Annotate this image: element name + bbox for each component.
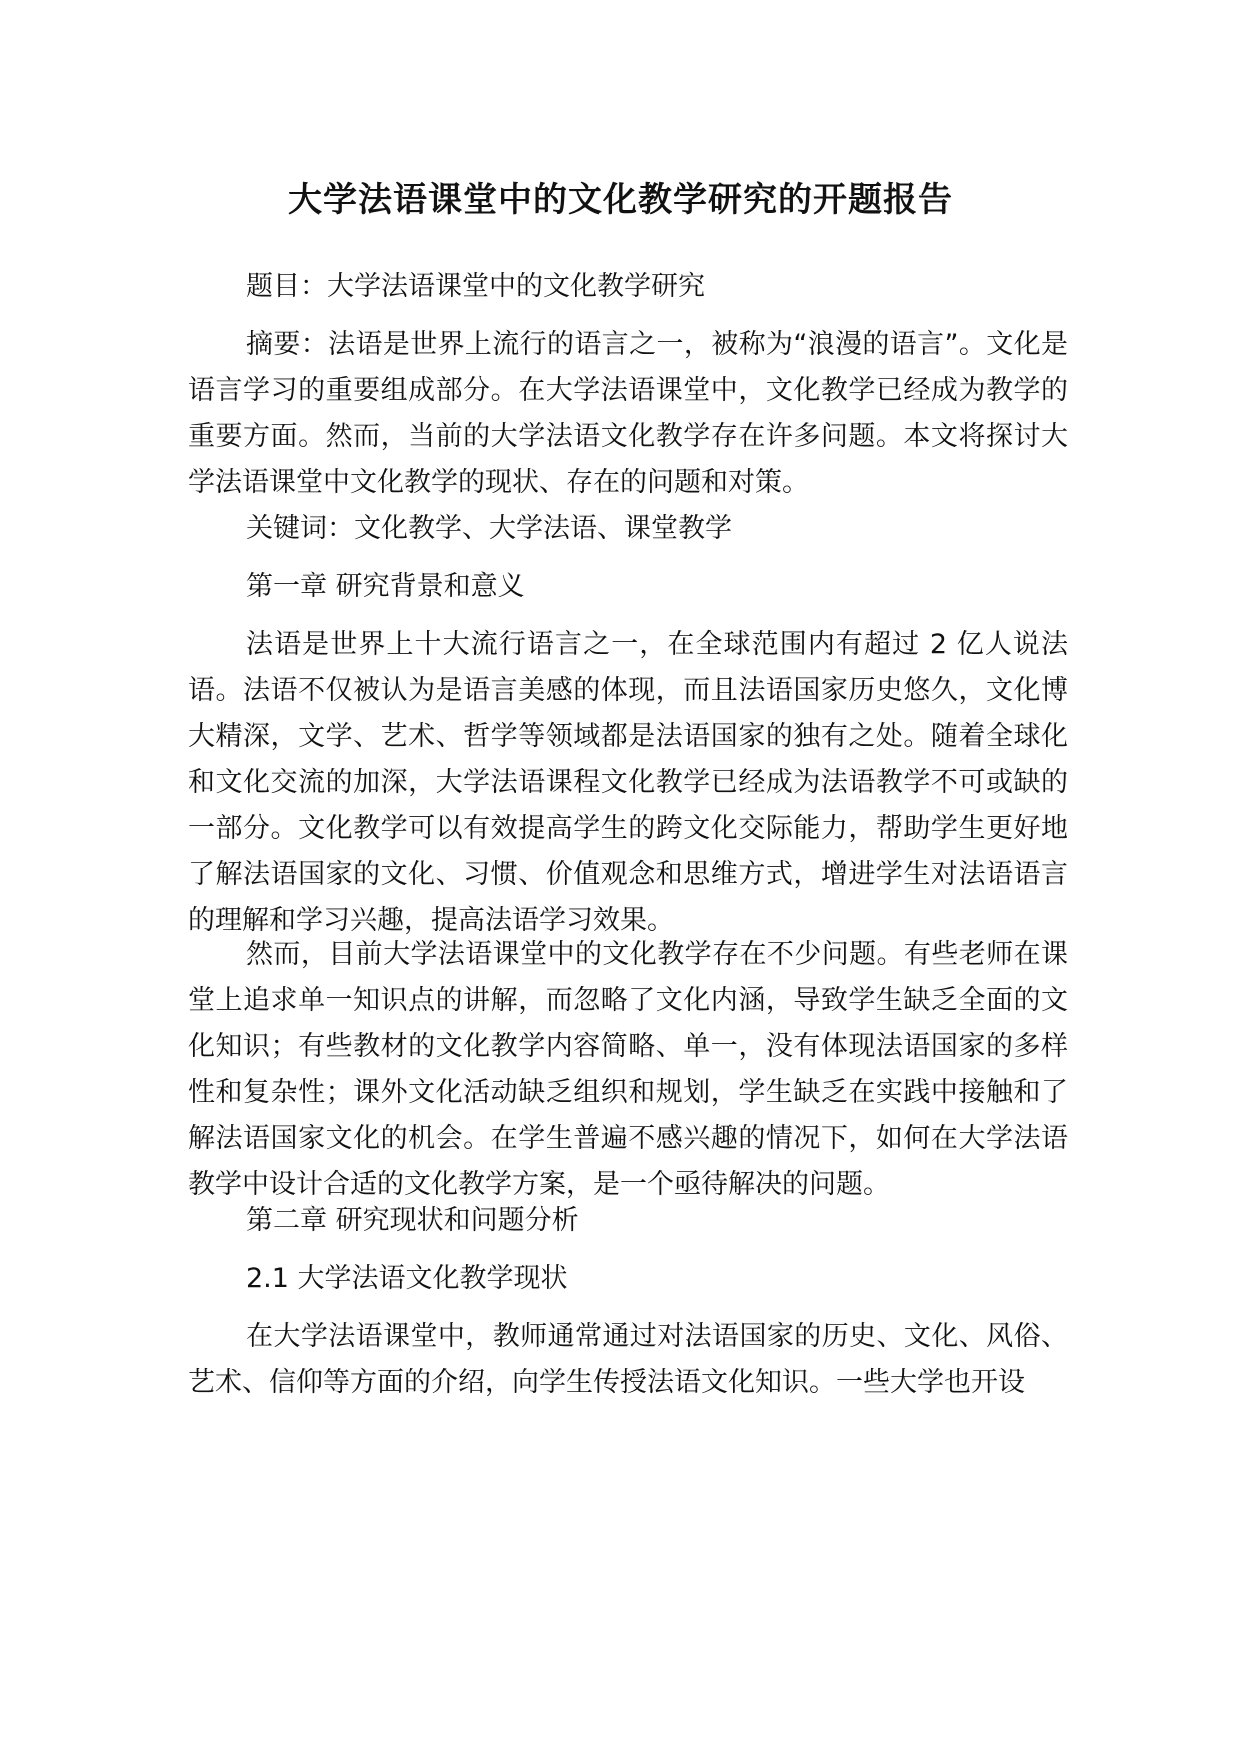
document-title: 大学法语课堂中的文化教学研究的开题报告 [288,180,953,220]
chapter-two-heading: 第二章 研究现状和问题分析 [246,1205,579,1236]
problems-paragraph: 然而，目前大学法语课堂中的文化教学存在不少问题。有些老师在课堂上追求单一知识点的讲解，而忽略了文化内涵，导致学生缺乏全面的文化知识；有些教材的文化教学内容简略、单一，没有体现法语国家的多样性和复杂性；课外文化活动缺乏组织和规划，学生缺乏在实践中接触和了解法语国家文化的机会。在学生普遍不感兴趣的情况下，如何在大学法语教学中设计合适的文化教学方案，是一个亟待解决的问题。 [188,939,1068,1200]
background-paragraph: 法语是世界上十大流行语言之一，在全球范围内有超过 2 亿人说法语。法语不仅被认为是语言美感的体现，而且法语国家历史悠久，文化博大精深，文学、艺术、哲学等领域都是法语国家的独有之处。随着全球化和文化交流的加深，大学法语课程文化教学已经成为法语教学不可或缺的一部分。文化教学可以有效提高学生的跨文化交际能力，帮助学生更好地了解法语国家的文化、习惯、价值观念和思维方式，增进学生对法语语言的理解和学习兴趣，提高法语学习效果。 [188,629,1068,936]
current-status-paragraph: 在大学法语课堂中，教师通常通过对法语国家的历史、文化、风俗、艺术、信仰等方面的介绍，向学生传授法语文化知识。一些大学也开设 [188,1321,1068,1398]
keywords-paragraph: 关键词：文化教学、大学法语、课堂教学 [246,513,732,544]
chapter-one-heading: 第一章 研究背景和意义 [246,571,525,602]
abstract-paragraph: 摘要：法语是世界上流行的语言之一，被称为“浪漫的语言”。文化是语言学习的重要组成部分。在大学法语课堂中，文化教学已经成为教学的重要方面。然而，当前的大学法语文化教学存在许多问题。本文将探讨大学法语课堂中文化教学的现状、存在的问题和对策。 [188,329,1068,498]
topic-paragraph: 题目：大学法语课堂中的文化教学研究 [246,271,705,302]
section-2-1-heading: 2.1 大学法语文化教学现状 [246,1263,568,1294]
